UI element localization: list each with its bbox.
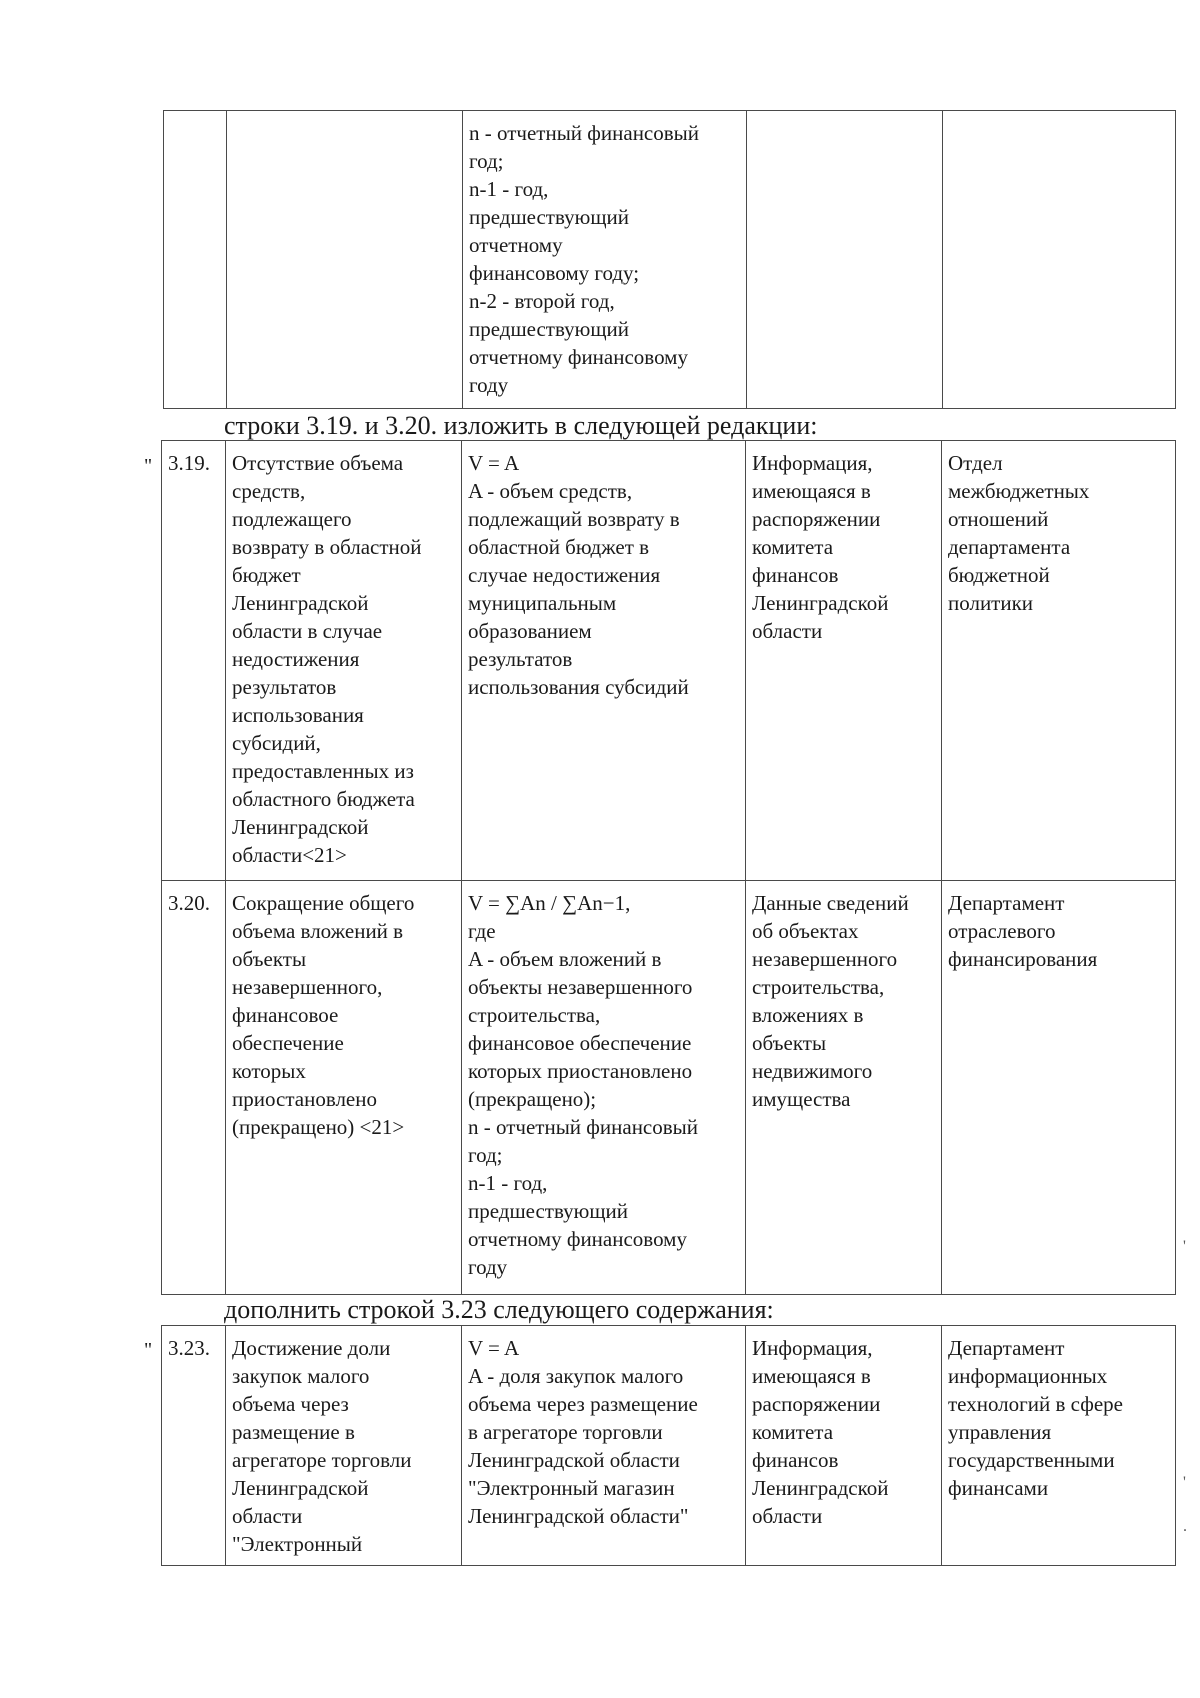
text-line: n - отчетный финансовый	[469, 121, 700, 145]
text-line: незавершенного	[752, 947, 898, 971]
text-line: V = A	[468, 1336, 520, 1360]
text-line: об объектах	[752, 919, 859, 943]
text-line: государственными	[948, 1448, 1115, 1472]
text-line: департамента	[948, 535, 1071, 559]
quote-mark-1: "	[144, 455, 153, 477]
text-line: результатов	[232, 675, 337, 699]
text-line: "Электронный магазин	[468, 1476, 675, 1500]
text-line: области<21>	[232, 843, 347, 867]
text-line: случае недостижения	[468, 563, 661, 587]
text-line: субсидий,	[232, 731, 321, 755]
cell-source	[747, 111, 943, 409]
text-line: Ленинградской	[752, 1476, 889, 1500]
scan-mark: .	[1183, 1518, 1187, 1535]
text-line: отчетному	[469, 233, 563, 257]
text-line: незавершенного,	[232, 975, 383, 999]
data-source	[746, 441, 942, 881]
row-number: 3.19.	[162, 441, 226, 881]
text-line: году	[469, 373, 509, 397]
text-line: год;	[469, 149, 504, 173]
text-line: Ленинградской	[232, 815, 369, 839]
text-line: агрегаторе торговли	[232, 1448, 412, 1472]
text-line: где	[468, 919, 496, 943]
cell-name	[227, 111, 463, 409]
text-line: предшествующий	[469, 205, 630, 229]
text-line: муниципальным	[468, 591, 617, 615]
text-line: объема через размещение	[468, 1392, 698, 1416]
text-line: имеющаяся в	[752, 479, 871, 503]
text-line: закупок малого	[232, 1364, 370, 1388]
text-line: Достижение доли	[232, 1336, 391, 1360]
text-line: объекты	[752, 1031, 827, 1055]
text-line: A - объем вложений в	[468, 947, 662, 971]
text-line: области в случае	[232, 619, 383, 643]
text-line: объема через	[232, 1392, 349, 1416]
text-line: управления	[948, 1420, 1052, 1444]
responsible-unit	[942, 441, 1176, 881]
text-line: Отдел	[948, 451, 1003, 475]
text-line: обеспечение	[232, 1031, 344, 1055]
text-line: финансов	[752, 563, 839, 587]
text-line: объема вложений в	[232, 919, 404, 943]
calculation-formula	[462, 441, 746, 881]
text-line: n-1 - год,	[468, 1171, 548, 1195]
text-line: Отсутствие объема	[232, 451, 404, 475]
text-line: финансирования	[948, 947, 1098, 971]
row-number: 3.20.	[162, 881, 226, 1295]
calculation-formula	[462, 1326, 746, 1566]
text-line: технологий в сфере	[948, 1392, 1123, 1416]
text-line: в агрегаторе торговли	[468, 1420, 663, 1444]
text-line: год;	[468, 1143, 503, 1167]
text-line: финансовое	[232, 1003, 339, 1027]
table-row-3-23	[162, 1326, 1176, 1566]
text-line: отчетному финансовому	[469, 345, 688, 369]
text-line: году	[468, 1255, 508, 1279]
text-line: n-1 - год,	[469, 177, 549, 201]
text-line: A - доля закупок малого	[468, 1364, 684, 1388]
table-row-3-20	[162, 881, 1176, 1295]
text-line: приостановлено	[232, 1087, 377, 1111]
text-line: недвижимого	[752, 1059, 873, 1083]
text-line: бюджет	[232, 563, 301, 587]
text-line: области	[752, 619, 823, 643]
text-line: подлежащий возврату в	[468, 507, 680, 531]
text-line: строительства,	[468, 1003, 601, 1027]
data-source	[746, 1326, 942, 1566]
text-line: возврату в областной	[232, 535, 422, 559]
text-line: предшествующий	[468, 1199, 629, 1223]
text-line: Департамент	[948, 1336, 1065, 1360]
text-line: которых приостановлено	[468, 1059, 693, 1083]
text-line: предоставленных из	[232, 759, 414, 783]
text-line: Департамент	[948, 891, 1065, 915]
text-line: (прекращено) <21>	[232, 1115, 405, 1139]
text-line: (прекращено);	[468, 1087, 597, 1111]
row-number: 3.23.	[162, 1326, 226, 1566]
text-line: имущества	[752, 1087, 851, 1111]
text-line: имеющаяся в	[752, 1364, 871, 1388]
text-line: распоряжении	[752, 1392, 881, 1416]
text-line: Ленинградской области"	[468, 1504, 689, 1528]
text-line: информационных	[948, 1364, 1108, 1388]
text-line: бюджетной	[948, 563, 1050, 587]
responsible-unit	[942, 881, 1176, 1295]
text-line: объекты	[232, 947, 307, 971]
text-line: межбюджетных	[948, 479, 1090, 503]
data-source	[746, 881, 942, 1295]
calculation-formula	[462, 881, 746, 1295]
text-line: n-2 - второй год,	[469, 289, 615, 313]
text-line: Информация,	[752, 451, 873, 475]
text-line: использования	[232, 703, 364, 727]
table-rows-319-320	[161, 440, 1176, 1295]
instruction-text-2: дополнить строкой 3.23 следующего содержания:	[224, 1295, 774, 1324]
text-line: комитета	[752, 1420, 834, 1444]
text-line: результатов	[468, 647, 573, 671]
scan-mark: '	[1183, 1474, 1186, 1491]
text-line: предшествующий	[469, 317, 630, 341]
text-line: Ленинградской	[232, 1476, 369, 1500]
text-line: области	[752, 1504, 823, 1528]
scan-mark: '	[1183, 1238, 1186, 1255]
responsible-unit	[942, 1326, 1176, 1566]
text-line: области	[232, 1504, 303, 1528]
table-fragment-top	[163, 110, 1176, 409]
text-line: политики	[948, 591, 1034, 615]
text-line: Сокращение общего	[232, 891, 415, 915]
text-line: Ленинградской	[752, 591, 889, 615]
text-line: распоряжении	[752, 507, 881, 531]
table-row	[164, 111, 1176, 409]
text-line: областной бюджет в	[468, 535, 650, 559]
text-line: A - объем средств,	[468, 479, 633, 503]
table-row-3-23-block	[161, 1325, 1176, 1566]
cell-formula	[463, 111, 747, 409]
text-line: средств,	[232, 479, 306, 503]
text-line: размещение в	[232, 1420, 355, 1444]
quote-mark-2: "	[144, 1339, 153, 1361]
text-line: строительства,	[752, 975, 885, 999]
table-row-3-19	[162, 441, 1176, 881]
text-line: Информация,	[752, 1336, 873, 1360]
text-line: областного бюджета	[232, 787, 415, 811]
text-line: Ленинградской области	[468, 1448, 680, 1472]
indicator-name	[226, 441, 462, 881]
text-line: отношений	[948, 507, 1049, 531]
text-line: недостижения	[232, 647, 360, 671]
text-line: финансов	[752, 1448, 839, 1472]
text-line: V = ∑An / ∑An−1,	[468, 891, 631, 915]
cell-num	[164, 111, 227, 409]
indicator-name	[226, 881, 462, 1295]
instruction-text-1: строки 3.19. и 3.20. изложить в следующей редакции:	[224, 411, 818, 440]
text-line: финансовое обеспечение	[468, 1031, 692, 1055]
text-line: отраслевого	[948, 919, 1056, 943]
text-line: использования субсидий	[468, 675, 689, 699]
text-line: Ленинградской	[232, 591, 369, 615]
text-line: вложениях в	[752, 1003, 864, 1027]
cell-responsible	[943, 111, 1176, 409]
text-line: финансами	[948, 1476, 1049, 1500]
text-line: n - отчетный финансовый	[468, 1115, 699, 1139]
text-line: отчетному финансовому	[468, 1227, 687, 1251]
text-line: "Электронный	[232, 1532, 363, 1556]
text-line: финансовому году;	[469, 261, 640, 285]
text-line: подлежащего	[232, 507, 352, 531]
indicator-name	[226, 1326, 462, 1566]
text-line: V = A	[468, 451, 520, 475]
text-line: которых	[232, 1059, 306, 1083]
text-line: комитета	[752, 535, 834, 559]
text-line: объекты незавершенного	[468, 975, 693, 999]
text-line: образованием	[468, 619, 592, 643]
text-line: Данные сведений	[752, 891, 909, 915]
